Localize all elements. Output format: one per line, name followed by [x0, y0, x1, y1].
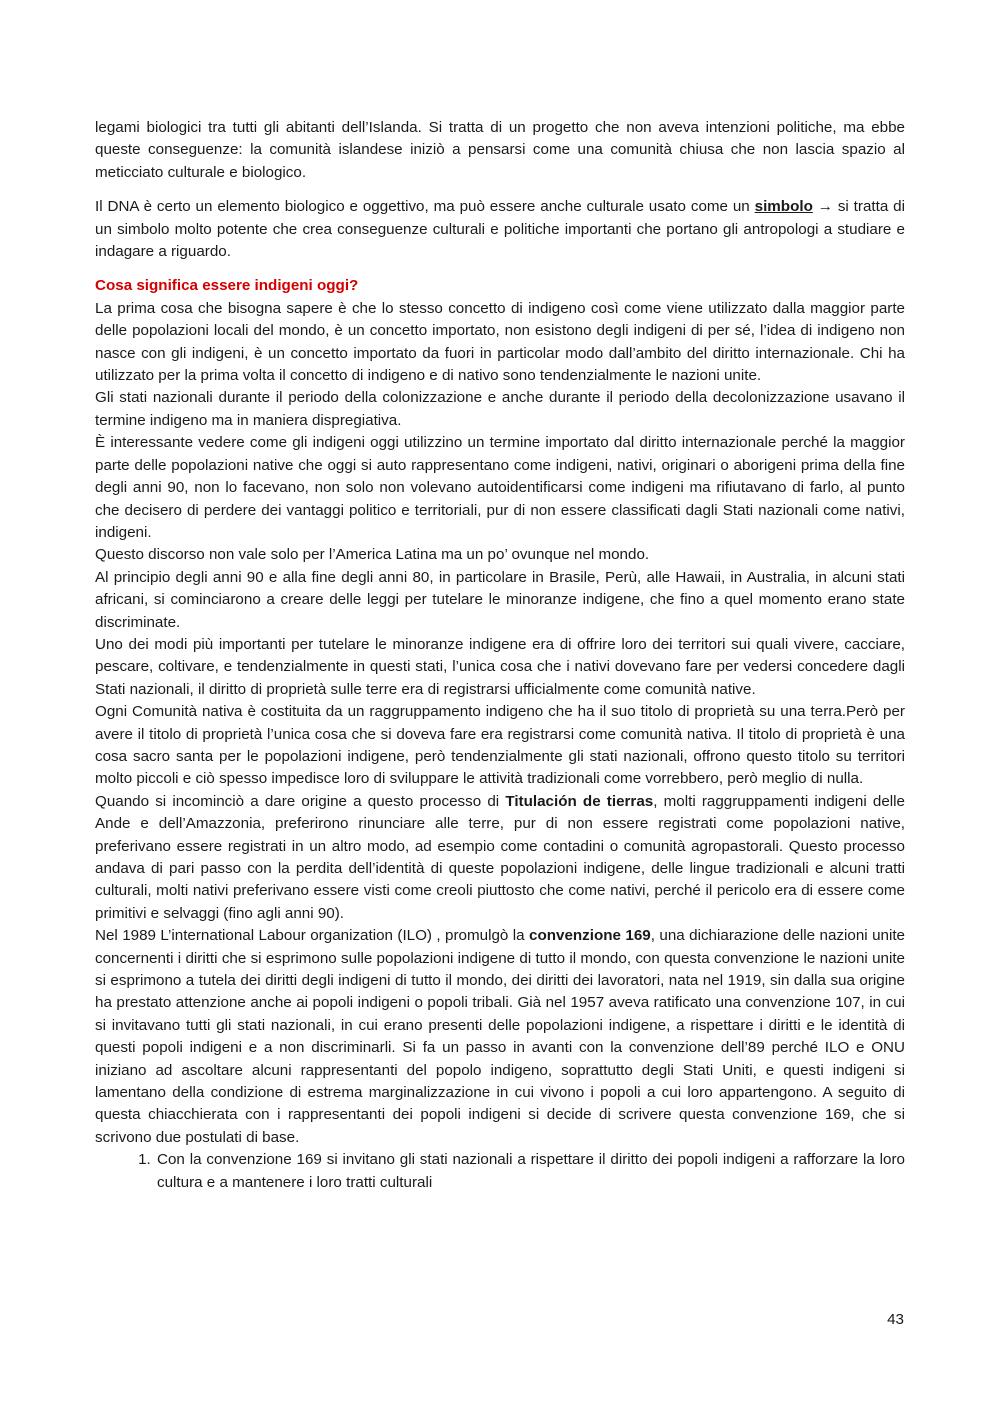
term-titulacion-de-tierras: Titulación de tierras [505, 792, 654, 810]
paragraph-titulacion [95, 791, 905, 925]
paragraph-laws-protection: Al principio degli anni 90 e alla fine degli anni 80, in particolare in Brasile, Perù, alle Hawaii, in Australia, in alcuni stati africani, si cominciarono a creare delle leggi per tutelare le minoranze indigene, che fino a quel momento erano state discriminate. [95, 568, 905, 631]
numbered-list [95, 1149, 905, 1194]
document-page [95, 117, 905, 1194]
list-item: 1. Con la convenzione 169 si invitano gli stati nazionali a rispettare il diritto dei popoli indigeni a rafforzare la loro cultura e a mantenere i loro tratti culturali [155, 1149, 905, 1194]
paragraph-territories: Uno dei modi più importanti per tutelare le minoranze indigene era di offrire loro dei territori sui quali vivere, cacciare, pescare, coltivare, e tendenzialmente in questi stati, l’unica cosa che i nativi dovevano fare per vedersi concedere dagli Stati nazionali, il diritto di proprietà sulle terre era di registrarsi ufficialmente come comunità native. [95, 635, 905, 698]
paragraph-native-community: Ogni Comunità nativa è costituita da un raggruppamento indigeno che ha il suo titolo di proprietà su una terra.Però per avere il titolo di proprietà l’unica cosa che si doveva fare era registrarsi come comunità nativa. Il titolo di proprietà è una cosa sacro santa per le popolazioni indigene, però tendenzialmente gli stati nazionali, offrono questo titolo su territori molto piccoli e ciò spesso impedisce loro di sviluppare le attività tradizionali come vorrebbero, però meglio di nulla. [95, 703, 905, 788]
term-convenzione-169: convenzione 169 [529, 927, 651, 945]
paragraph-titulacion-text: Quando si incominciò a dare origine a questo processo di [95, 792, 506, 810]
paragraph-dna-symbol [95, 196, 905, 263]
paragraph-dna-symbol-continuation: → si tratta di un simbolo molto potente che crea conseguenze culturali e politiche importanti che portano gli antropologi a studiare e indagare a riguardo. [95, 198, 905, 261]
paragraph-ilo-text: Nel 1989 L’international Labour organization (ILO) , promulgò la [95, 927, 529, 945]
paragraph-latin-america: Questo discorso non vale solo per l’America Latina ma un po’ ovunque nel mondo. [95, 546, 650, 564]
paragraph-titulacion-continuation: , molti raggruppamenti indigeni delle Ande e dell’Amazzonia, preferirono rinunciare alle terre, pur di non essere registrati come popolazioni native, preferivano essere registrati in un altro modo, ad esempio come contadini o comunità agropastorali. Questo processo andava di pari passo con la perdita dell’identità di queste popolazioni indigene, delle lingue tradizionali e alcuni tratti culturali, molti nativi preferivano essere visti come creoli piuttosto che come nativi, perché il pericolo era di essere come primitivi e selvaggi (fino agli anni 90). [95, 792, 906, 922]
paragraph-dna-symbol-text: Il DNA è certo un elemento biologico e oggettivo, ma può essere anche culturale usato come un [95, 198, 755, 216]
paragraph-national-states: Gli stati nazionali durante il periodo della colonizzazione e anche durante il periodo della decolonizzazione usavano il termine indigeno ma in maniera dispregiativa. [95, 389, 905, 429]
paragraph-ilo-convention [95, 925, 905, 1149]
term-simbolo: simbolo [754, 198, 813, 216]
paragraph-iceland-genetics: legami biologici tra tutti gli abitanti dell’Islanda. Si tratta di un progetto che non aveva intenzioni politiche, ma ebbe queste conseguenze: la comunità islandese iniziò a pensarsi come una comunità chiusa che non lascia spazio al meticciato culturale e biologico. [95, 119, 905, 181]
page-number: 43 [887, 1311, 904, 1328]
paragraph-self-identification: È interessante vedere come gli indigeni oggi utilizzino un termine importato dal diritto internazionale perché la maggior parte delle popolazioni native che oggi si auto rappresentano come indigeni, nativi, originari o aborigeni prima della fine degli anni 90, non lo facevano, non solo non volevano autoidentificarsi come indigeni ma rifiutavano di farlo, al punto che decisero di perdere dei vantaggi politico e territoriali, pur di non essere classificati dagli Stati nazionali come nativi, indigeni. [95, 434, 905, 541]
section-heading: Cosa significa essere indigeni oggi? [95, 277, 359, 295]
paragraph-ilo-continuation: , una dichiarazione delle nazioni unite concernenti i diritti che si esprimono sulle popolazioni indigene di tutto il mondo, con questa convenzione le nazioni unite si esprimono a tutela dei diritti degli indigeni di tutto il mondo, dei diritti dei lavoratori, nata nel 1919, sin dalla sua origine ha prestato attenzione anche ai popoli indigeni o popoli tribali. Già nel 1957 aveva ratificato una convenzione 107, in cui si invitavano tutti gli stati nazionali, in cui erano presenti delle popolazioni indigene, a rispettare i diritti e le identità di questi popoli indigeni e a non discriminarli. Si fa un passo in avanti con la convenzione dell’89 perché ILO e ONU iniziano ad ascoltare alcuni rappresentanti del popolo indigeno, soprattutto degli Stati Uniti, e questi indigeni si lamentano della condizione di estrema marginalizzazione in cui vivono i popoli a cui loro appartengono. A seguito di questa chiacchierata con i rappresentanti dei popoli indigeni si decide di scrivere questa convenzione 169, che si scrivono due postulati di base. [95, 927, 906, 1146]
paragraph-indigenous-concept: La prima cosa che bisogna sapere è che lo stesso concetto di indigeno così come viene utilizzato dalla maggior parte delle popolazioni locali del mondo, è un concetto importato, non esistono degli indigeni di per sé, l’idea di indigeno non nasce con gli indigeni, è un concetto importato da fuori in particolar modo dall’ambito del diritto internazionale. Chi ha utilizzato per la prima volta il concetto di indigeno e di nativo sono tendenzialmente le nazioni unite. [95, 299, 905, 385]
